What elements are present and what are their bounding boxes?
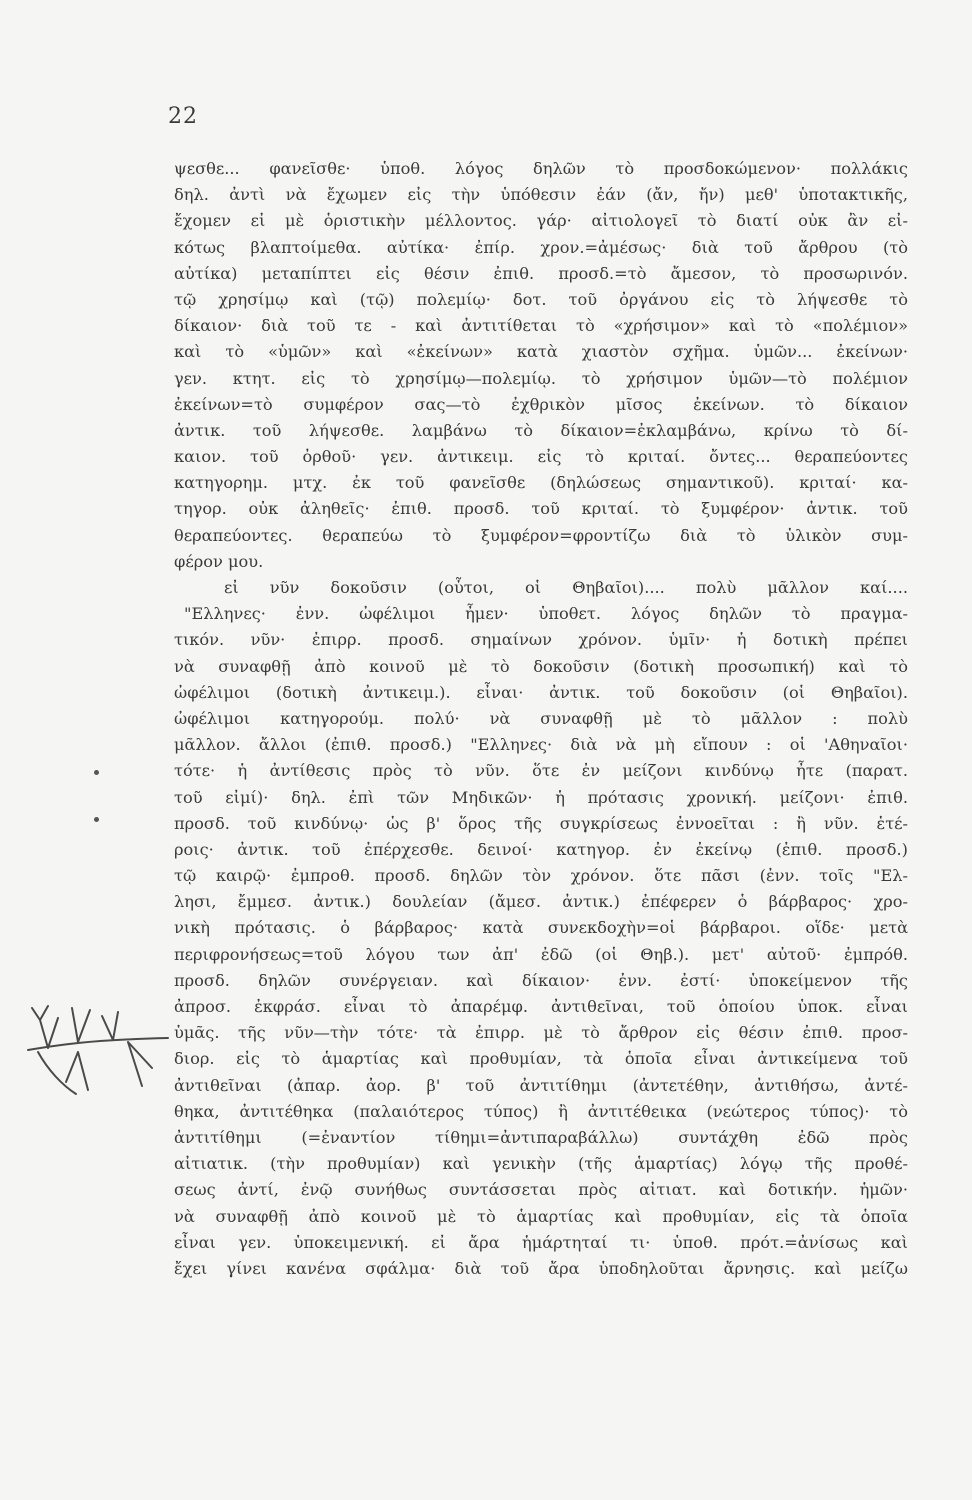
text-line: καιον. τοῦ ὀρθοῦ· γεν. ἀντικειμ. εἰς τὸ κριταί. ὄντες... θεραπεύοντες	[174, 447, 908, 467]
text-line: μᾶλλον. ἄλλοι (ἐπιθ. προσδ.) "Ελληνες· διὰ νὰ μὴ εἴπουν : οἱ 'Αθηναῖοι·	[174, 735, 908, 755]
text-line: σεως ἀντί, ἐνῷ συνήθως συντάσσεται πρὸς αἰτιατ. καὶ δοτικήν. ἡμῶν·	[174, 1180, 908, 1200]
text-line: "Ελληνες· ἐνν. ὠφέλιμοι ἦμεν· ὑποθετ. λόγος δηλῶν τὸ πραγμα-	[184, 604, 908, 624]
text-line: ροις· ἀντικ. τοῦ ἐπέρχεσθε. δεινοί· κατηγορ. ἐν ἐκείνῳ (ἐπιθ. προσδ.)	[174, 839, 908, 859]
text-line: νὰ συναφθῇ ἀπὸ κοινοῦ μὲ τὸ δοκοῦσιν (δοτικὴ προσωπική) καὶ τὸ	[174, 656, 908, 676]
commentary-text	[174, 156, 908, 1308]
text-line: προσδ. δηλῶν συνέργειαν. καὶ δίκαιον· ἐνν. ἐστί· ὑποκείμενον τῆς	[174, 970, 908, 990]
text-line-paragraph-start: εἰ νῦν δοκοῦσιν (οὗτοι, οἱ Θηβαῖοι).... πολὺ μᾶλλον καί....	[224, 578, 908, 597]
text-line: θηκα, ἀντιτέθηκα (παλαιότερος τύπος) ἢ ἀντιτέθεικα (νεώτερος τύπος)· τὸ	[174, 1101, 908, 1121]
text-line: δίκαιον· διὰ τοῦ τε - καὶ ἀντιτίθεται τὸ «χρήσιμον» καὶ τὸ «πολέμιον»	[174, 316, 908, 336]
text-line: ἔχομεν εἰ μὲ ὁριστικὴν μέλλοντος. γάρ· αἰτιολογεῖ τὸ διατί οὐκ ἂν εἰ-	[174, 211, 908, 231]
text-line: ἐκείνων=τὸ συμφέρον σας—τὸ ἐχθρικὸν μῖσος ἐκείνων. τὸ δίκαιον	[174, 394, 908, 414]
text-line: περιφρονήσεως=τοῦ λόγου των ἀπ' ἐδῶ (οἱ Θηβ.). μετ' αὐτοῦ· ἐμπρόθ.	[174, 944, 908, 964]
text-line: τότε· ἡ ἀντίθεσις πρὸς τὸ νῦν. ὅτε ἐν μείζονι κινδύνῳ ἦτε (παρατ.	[174, 761, 908, 781]
text-line: εἶναι γεν. ὑποκειμενική. εἰ ἄρα ἡμάρτηταί τι· ὑποθ. πρότ.=ἀνίσως καὶ	[174, 1232, 908, 1252]
text-line: τῷ χρησίμῳ καὶ (τῷ) πολεμίῳ· δοτ. τοῦ ὀργάνου εἰς τὸ λήψεσθε τὸ	[174, 289, 908, 309]
page-number: 22	[168, 104, 198, 129]
text-line: κότως βλαπτοίμεθα. αὐτίκα· ἐπίρ. χρον.=ἀμέσως· διὰ τοῦ ἄρθρου (τὸ	[174, 237, 908, 257]
margin-doodle-drawing	[18, 990, 188, 1100]
text-line: ὠφέλιμοι (δοτικὴ ἀντικειμ.). εἶναι· ἀντικ. τοῦ δοκοῦσιν (οἱ Θηβαῖοι).	[174, 682, 908, 702]
text-line: αἰτιατικ. (τὴν προθυμίαν) καὶ γενικὴν (τῆς ἁμαρτίας) λόγῳ τῆς προθέ-	[174, 1154, 908, 1174]
text-line: ὠφέλιμοι κατηγορούμ. πολύ· νὰ συναφθῇ μὲ τὸ μᾶλλον : πολὺ	[174, 708, 908, 728]
text-line: φέρον μου.	[174, 551, 264, 571]
text-line: καὶ τὸ «ὑμῶν» καὶ «ἐκείνων» κατὰ χιαστὸν σχῆμα. ὑμῶν... ἐκείνων·	[174, 342, 908, 362]
text-line: προσδ. τοῦ κινδύνῳ· ὡς β' ὅρος τῆς συγκρίσεως ἐννοεῖται : ἢ νῦν. ἑτέ-	[174, 813, 908, 833]
text-line: ἀντικ. τοῦ λήψεσθε. λαμβάνω τὸ δίκαιον=ἐκλαμβάνω, κρίνω τὸ δί-	[174, 420, 908, 440]
text-line: ἀντιτίθημι (=ἐναντίον τίθημι=ἀντιπαραβάλλω) συντάχθη ἐδῶ πρὸς	[174, 1127, 908, 1147]
text-line	[174, 1282, 908, 1308]
text-line: ἀπροσ. ἐκφράσ. εἶναι τὸ ἀπαρέμφ. ἀντιθεῖναι, τοῦ ὁποίου ὑποκ. εἶναι	[174, 997, 908, 1016]
text-line: αὐτίκα) μεταπίπτει εἰς θέσιν ἐπιθ. προσδ.=τὸ ἄμεσον, τὸ προσωρινόν.	[174, 263, 908, 283]
text-line: ὑμᾶς. τῆς νῦν—τὴν τότε· τὰ ἐπιρρ. μὲ τὸ ἄρθρον εἰς θέσιν ἐπιθ. προσ-	[174, 1023, 908, 1043]
text-line: τῷ καιρῷ· ἐμπροθ. προσδ. δηλῶν τὸν χρόνον. ὅτε πᾶσι (ἐνν. τοῖς "Ελ-	[174, 866, 908, 886]
text-line: ἀντιθεῖναι (ἀπαρ. ἀορ. β' τοῦ ἀντιτίθημι (ἀντετέθην, ἀντιθήσω, ἀντέ-	[174, 1075, 908, 1095]
text-line: ἔχει γίνει κανένα σφάλμα· διὰ τοῦ ἄρα ὑποδηλοῦται ἄρνησις. καὶ μείζω	[174, 1258, 908, 1278]
text-line: δηλ. ἀντὶ νὰ ἔχωμεν εἰς τὴν ὑπόθεσιν ἐάν (ἄν, ἤν) μεθ' ὑποτακτικῆς,	[174, 185, 908, 205]
text-line: τηγορ. οὐκ ἀληθεῖς· ἐπιθ. προσδ. τοῦ κριταί. τὸ ξυμφέρον· ἀντικ. τοῦ	[174, 499, 908, 519]
text-line: γεν. κτητ. εἰς τὸ χρησίμῳ—πολεμίῳ. τὸ χρήσιμον ὑμῶν—τὸ πολέμιον	[174, 368, 908, 388]
text-line: τικόν. νῦν· ἐπιρρ. προσδ. σημαίνων χρόνον. ὑμῖν· ἡ δοτικὴ πρέπει	[174, 630, 908, 650]
text-line: κατηγορημ. μτχ. ἐκ τοῦ φανεῖσθε (δηλώσεως σημαντικοῦ). κριταί· κα-	[174, 473, 908, 493]
margin-speck	[94, 817, 99, 822]
text-line: θεραπεύοντες. θεραπεύω τὸ ξυμφέρον=φροντίζω διὰ τὸ ὑλικὸν συμ-	[174, 525, 908, 545]
text-line: νὰ συναφθῇ ἀπὸ κοινοῦ μὲ τὸ ἁμαρτίας καὶ προθυμίαν, εἰς τὰ ὁποῖα	[174, 1206, 908, 1226]
text-line: νικὴ πρότασις. ὁ βάρβαρος· κατὰ συνεκδοχὴν=οἱ βάρβαροι. οἵδε· μετὰ	[174, 918, 908, 938]
text-line: λησι, ἔμμεσ. ἀντικ.) δουλείαν (ἄμεσ. ἀντικ.) ἐπέφερεν ὁ βάρβαρος· χρο-	[174, 892, 908, 912]
text-line: διορ. εἰς τὸ ἁμαρτίας καὶ προθυμίαν, τὰ ὁποῖα εἶναι ἀντικείμενα τοῦ	[174, 1049, 908, 1069]
text-line: τοῦ εἰμί)· δηλ. ἐπὶ τῶν Μηδικῶν· ἡ πρότασις χρονική. μείζονι· ἐπιθ.	[174, 787, 908, 807]
margin-speck	[94, 770, 99, 775]
text-line: ψεσθε... φανεῖσθε· ὑποθ. λόγος δηλῶν τὸ προσδοκώμενον· πολλάκις	[174, 159, 908, 178]
